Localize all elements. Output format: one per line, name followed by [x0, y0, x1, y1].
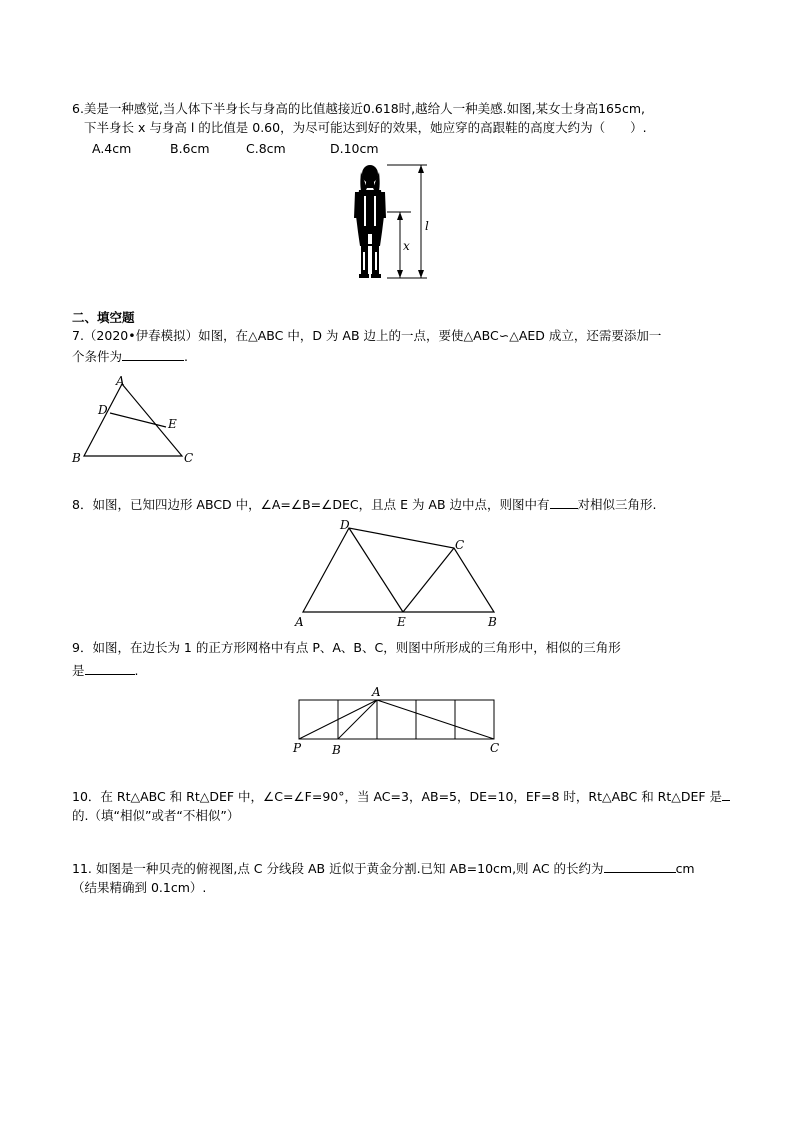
q6-option-a: A.4cm [92, 141, 132, 156]
q8-label-a: A [295, 615, 304, 629]
q7-label-e: E [168, 417, 177, 431]
q11-answer-blank[interactable] [604, 860, 676, 873]
q7-text-line1: 7.（2020•伊春模拟）如图，在△ABC 中，D 为 AB 边上的一点，要使△ABC∽△AED 成立，还需要添加一 [72, 328, 662, 343]
q7-label-b: B [72, 451, 81, 465]
q6-option-b: B.6cm [170, 141, 210, 156]
q7-label-c: C [184, 451, 194, 465]
q10-text-line2: 的.（填“相似”或者“不相似”） [72, 808, 240, 823]
q9-grid-figure [288, 684, 508, 756]
q8-label-b: B [488, 615, 497, 629]
q9-text-after: . [134, 663, 139, 678]
q9-label-c: C [490, 741, 500, 755]
q10-line1-text: 10．在 Rt△ABC 和 Rt△DEF 中，∠C=∠F=90°，当 AC=3，AB=5，DE=10，EF=8 时，Rt△ABC 和 Rt△DEF 是 [72, 789, 723, 804]
q8-quadrilateral-figure [290, 516, 505, 632]
q9-label-p: P [293, 741, 302, 755]
q9-text-line1: 9．如图，在边长为 1 的正方形网格中有点 P、A、B、C，则图中所形成的三角形中，相似的三角形 [72, 640, 621, 655]
q7-label-d: D [98, 403, 108, 417]
q10-answer-blank[interactable] [722, 788, 730, 801]
q8-answer-blank[interactable] [550, 496, 578, 509]
q6-label-l: l [425, 219, 429, 233]
q8-label-d: D [340, 518, 350, 532]
q9-text-line2 [72, 662, 139, 679]
q7-text-before: 个条件为 [72, 349, 123, 364]
q7-text-after: . [184, 349, 188, 364]
q6-option-d: D.10cm [330, 141, 379, 156]
q6-text-line1: 6.美是一种感觉,当人体下半身长与身高的比值越接近0.618时,越给人一种美感.如图,某女士身高165cm, [72, 101, 645, 116]
q8-label-c: C [455, 538, 465, 552]
q8-text-after: 对相似三角形. [577, 497, 657, 512]
q7-label-a: A [116, 374, 125, 388]
q9-label-a: A [372, 685, 381, 699]
q11-text-after: cm [675, 861, 695, 876]
q8-text-before: 8．如图，已知四边形 ABCD 中，∠A=∠B=∠DEC，且点 E 为 AB 边中点，则图中有 [72, 497, 550, 512]
section-title: 二、填空题 [72, 310, 135, 325]
q7-text-line2 [72, 348, 188, 365]
q11-text-line2: （结果精确到 0.1cm）. [72, 880, 207, 895]
q8-label-e: E [397, 615, 406, 629]
q6-label-x: x [403, 239, 410, 253]
q8-text [72, 496, 657, 513]
q6-woman-figure [345, 160, 445, 284]
q7-triangle-figure [72, 372, 202, 466]
q11-text-line1 [72, 860, 695, 877]
q11-text-before: 11. 如图是一种贝壳的俯视图,点 C 分线段 AB 近似于黄金分割.已知 AB=10cm,则 AC 的长约为 [72, 861, 604, 876]
q9-label-b: B [332, 743, 341, 757]
q7-answer-blank[interactable] [122, 348, 184, 361]
q9-text-before: 是 [72, 663, 85, 678]
woman-silhouette-icon [354, 165, 386, 278]
q10-text-line1 [72, 788, 730, 805]
q6-text-line2: 下半身长 x 与身高 l 的比值是 0.60，为尽可能达到好的效果，她应穿的高跟鞋的高度大约为（ ）. [84, 120, 647, 135]
q9-answer-blank[interactable] [85, 662, 135, 675]
q6-option-c: C.8cm [246, 141, 286, 156]
